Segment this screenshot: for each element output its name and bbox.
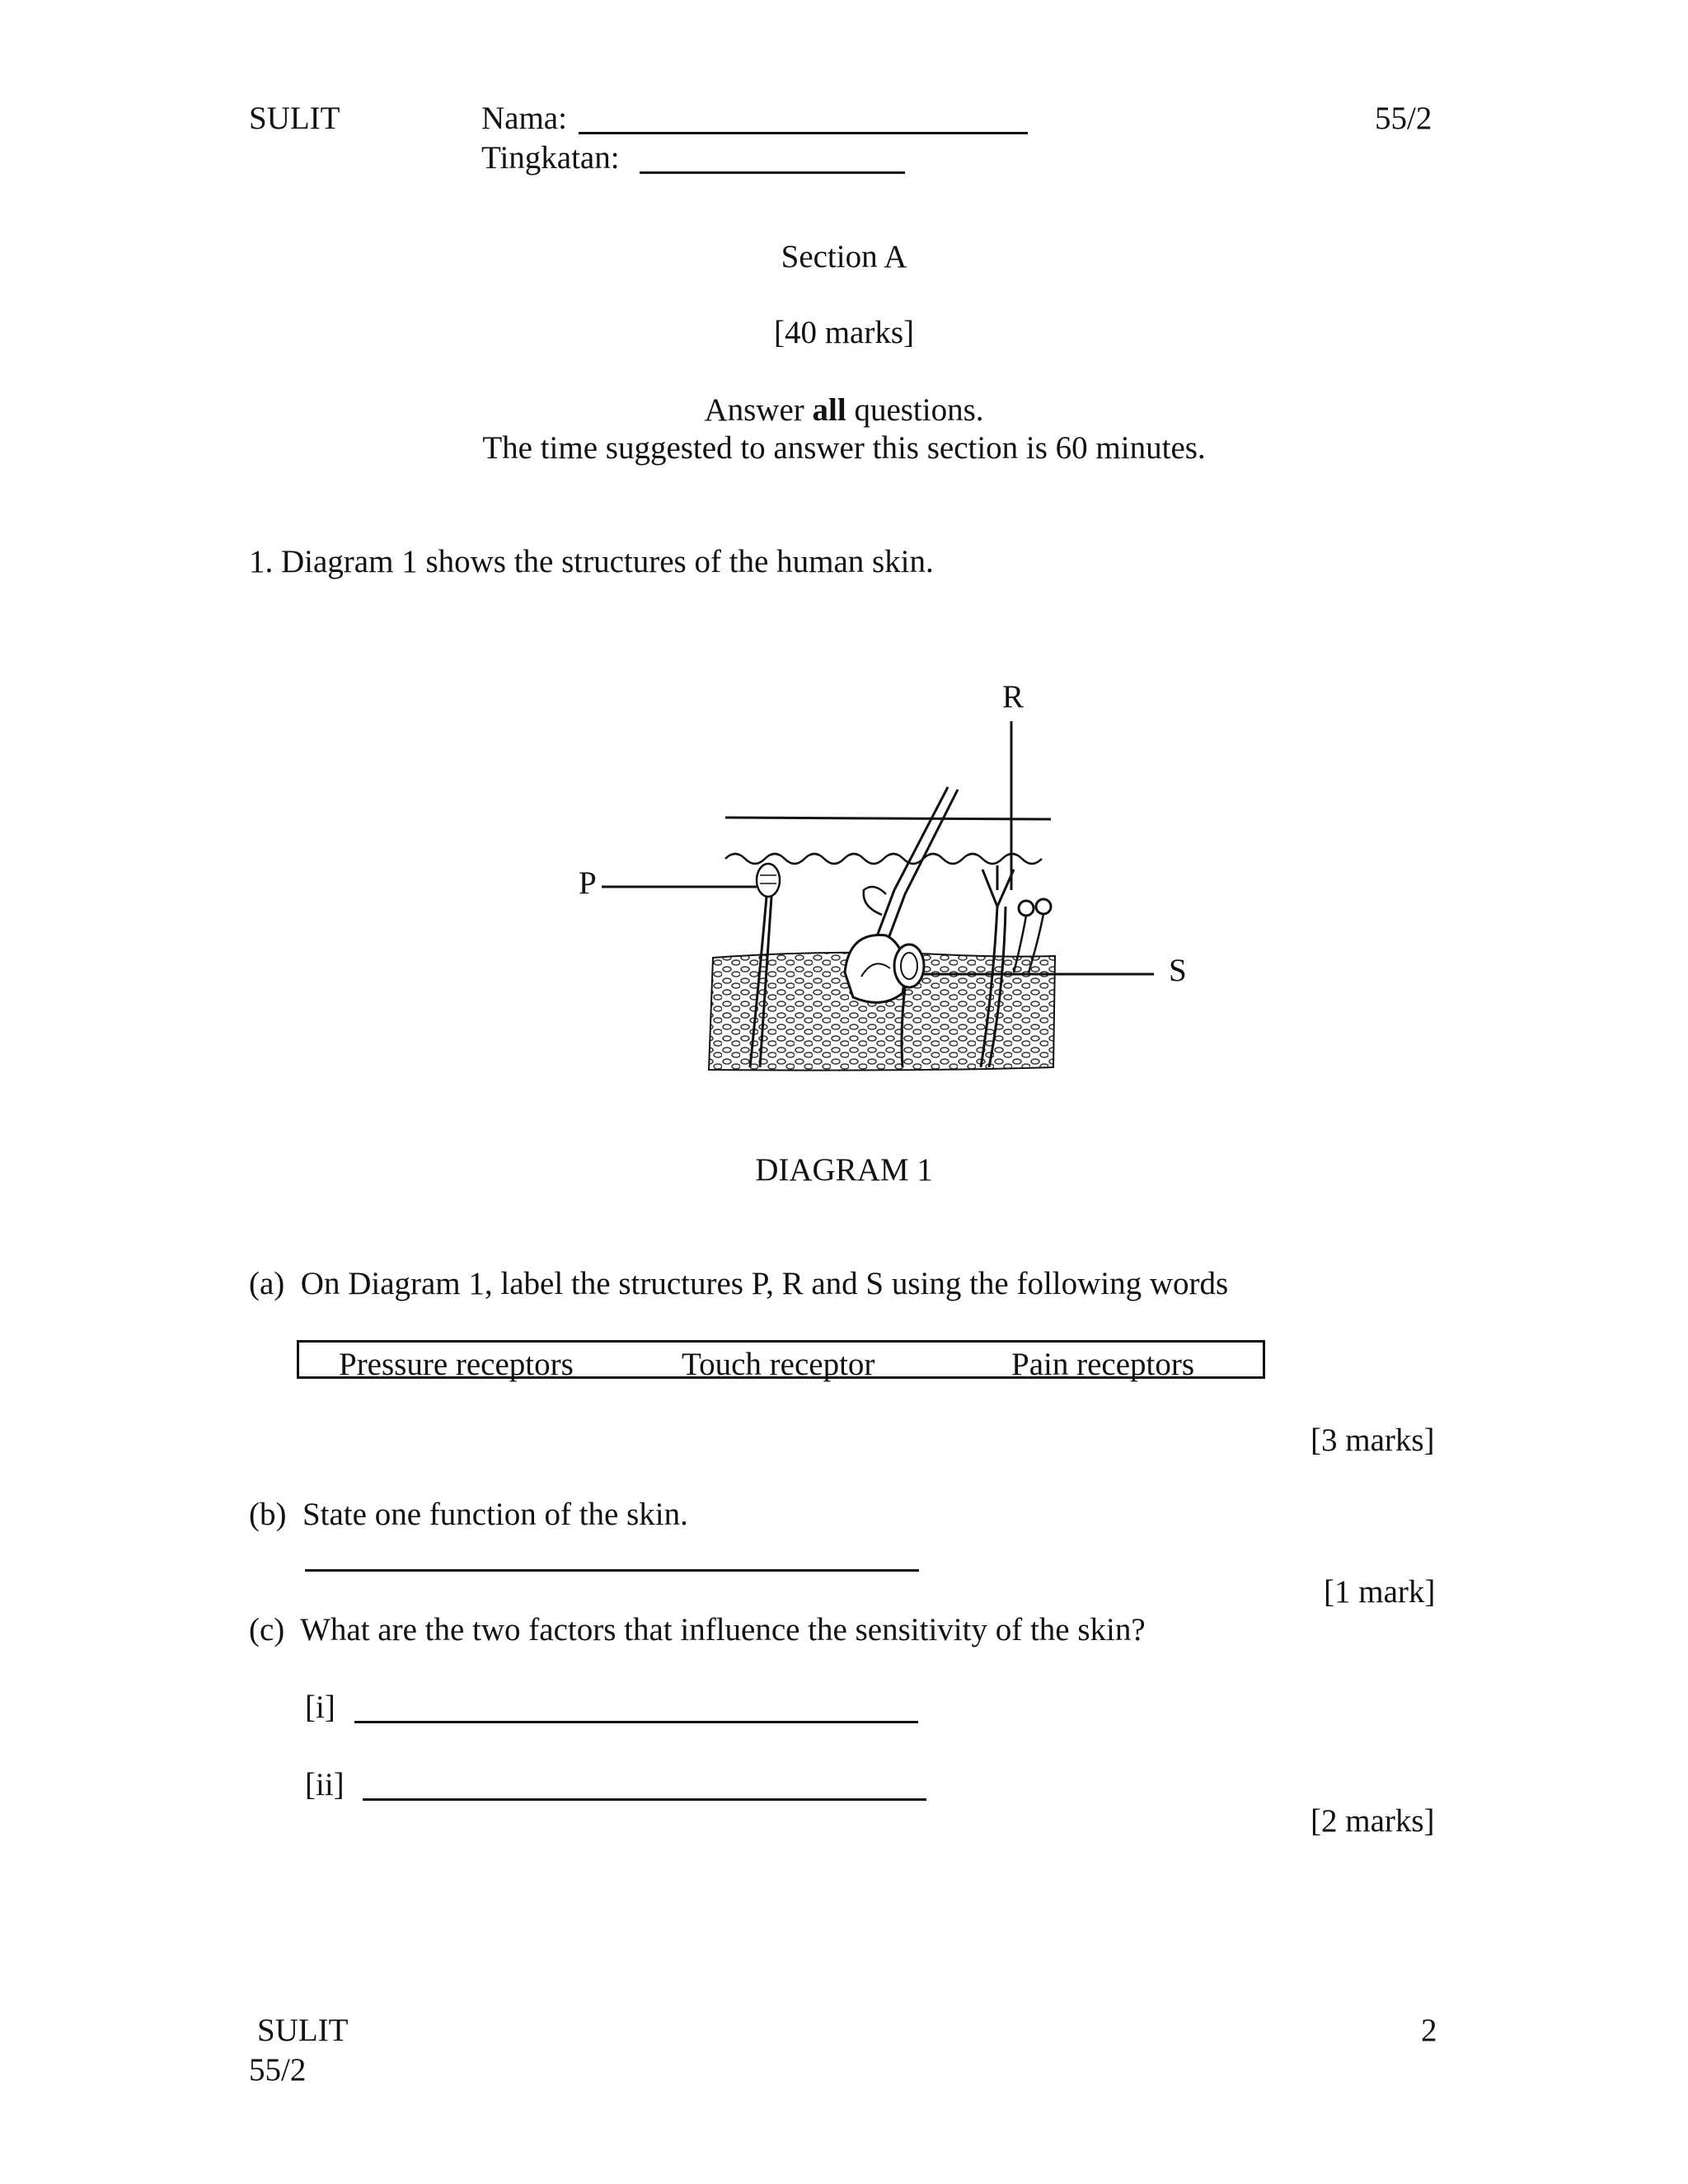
diagram-caption: DIAGRAM 1 [755,1152,933,1188]
section-title: Section A [781,239,907,274]
page-number: 2 [1421,2013,1437,2048]
section-instruction: Answer all questions. [704,392,984,428]
section-time: The time suggested to answer this section is 60 minutes. [482,430,1206,466]
footer-paper-code: 55/2 [249,2052,307,2088]
word-bank-item: Touch receptor [682,1347,875,1382]
word-bank-item: Pain receptors [1011,1347,1195,1382]
section-marks: [40 marks] [773,315,915,350]
part-b-text: (b) State one function of the skin. [249,1497,688,1532]
tingkatan-label: Tingkatan: [481,140,620,176]
part-c-text: (c) What are the two factors that influence the sensitivity of the skin? [249,1612,1146,1647]
tingkatan-field[interactable] [640,171,905,174]
question-1-stem: 1. Diagram 1 shows the structures of the human skin. [249,544,934,579]
part-c-marks: [2 marks] [1311,1803,1435,1839]
part-a-text: (a) On Diagram 1, label the structures P, R and S using the following words [249,1266,1229,1301]
label-p: P [579,865,597,901]
part-a-marks: [3 marks] [1311,1422,1435,1458]
header-paper-code: 55/2 [1375,101,1432,136]
skin-diagram [577,643,1203,1088]
part-c-i-answer-line[interactable] [354,1721,918,1723]
part-c-item-label: [i] [305,1690,335,1725]
part-b-marks: [1 mark] [1324,1574,1436,1610]
word-bank [297,1340,1265,1382]
footer-classification: SULIT [257,2013,349,2048]
nama-label: Nama: [481,101,567,136]
part-c-ii-answer-line[interactable] [363,1798,926,1801]
header-classification: SULIT [249,101,340,136]
part-c-item-label: [ii] [305,1767,345,1802]
nama-field[interactable] [579,132,1028,134]
label-r: R [1002,679,1025,715]
word-bank-item: Pressure receptors [339,1347,574,1382]
label-s: S [1169,953,1187,988]
part-b-answer-line[interactable] [305,1569,919,1572]
